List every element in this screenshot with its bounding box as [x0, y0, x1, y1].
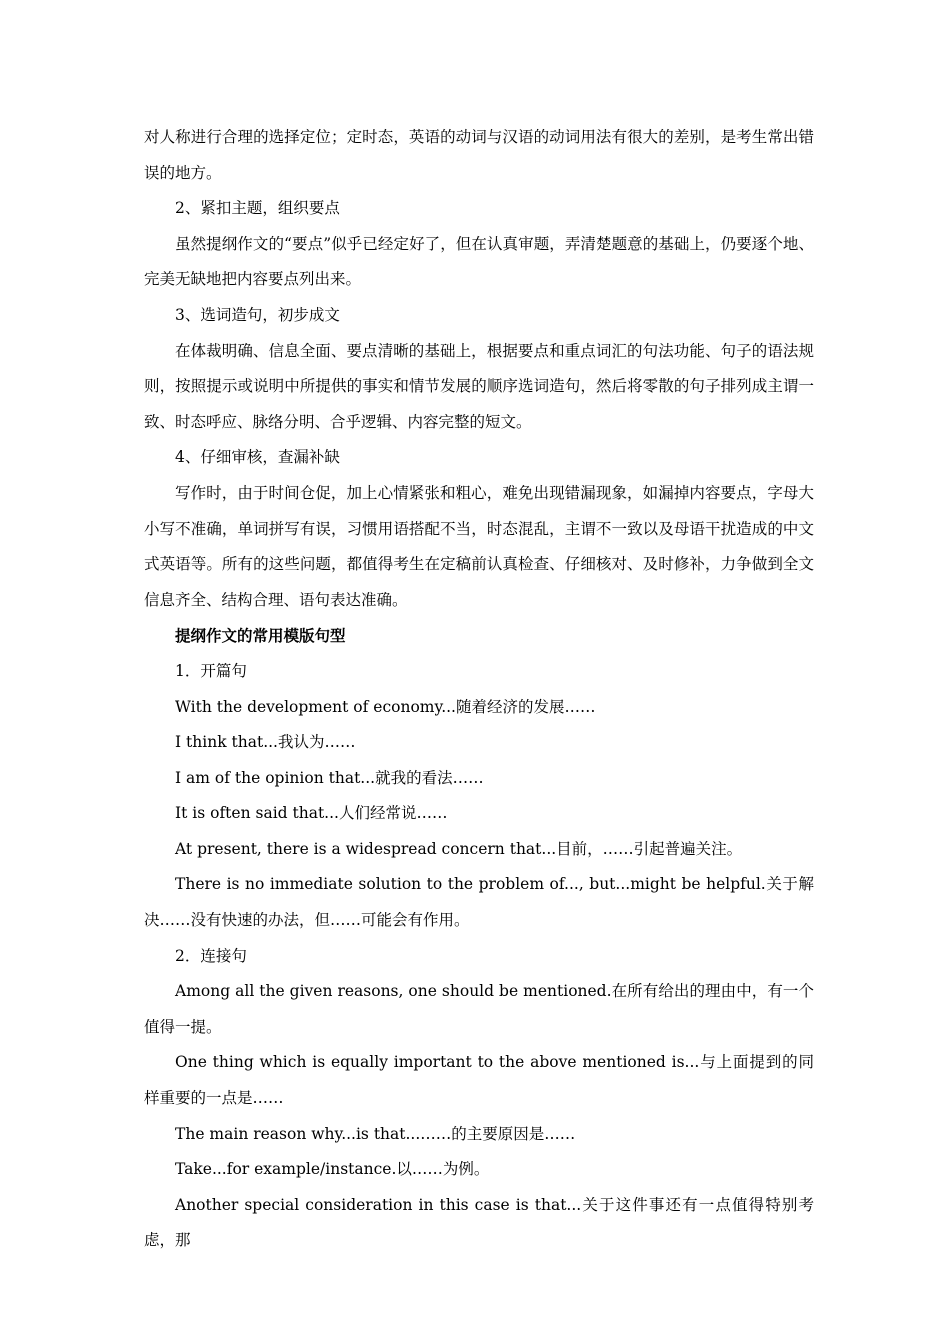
subheading-opening: 1．开篇句	[175, 661, 247, 680]
heading-3: 3、选词造句，初步成文	[175, 305, 340, 324]
template-sentence: Take...for example/instance.以……为例。	[175, 1160, 490, 1179]
paragraph-3: 在体裁明确、信息全面、要点清晰的基础上，根据要点和重点词汇的句法功能、句子的语法规则，按照提示或说明中所提供的事实和情节发展的顺序选词造句，然后将零散的句子排列成主谓一致、时态呼应、脉络分明、合乎逻辑、内容完整的短文。	[144, 341, 814, 431]
template-sentence: One thing which is equally important to the above mentioned is...与上面提到的同样重要的一点是……	[144, 1053, 814, 1108]
section-title: 提纲作文的常用模版句型	[175, 626, 346, 646]
paragraph-2: 虽然提纲作文的“要点”似乎已经定好了，但在认真审题，弄清楚题意的基础上，仍要逐个地、完美无缺地把内容要点列出来。	[144, 234, 814, 289]
template-sentence: It is often said that...人们经常说……	[175, 804, 448, 823]
template-sentence: With the development of economy...随着经济的发展……	[175, 697, 596, 716]
template-sentence: Another special consideration in this case is that...关于这件事还有一点值得特别考虑，那	[144, 1195, 814, 1250]
template-sentence: Among all the given reasons, one should be mentioned.在所有给出的理由中，有一个值得一提。	[144, 982, 814, 1036]
paragraph-4: 写作时，由于时间仓促，加上心情紧张和粗心，难免出现错漏现象，如漏掉内容要点，字母大小写不准确，单词拼写有误，习惯用语搭配不当，时态混乱，主谓不一致以及母语干扰造成的中文式英语等。所有的这些问题，都值得考生在定稿前认真检查、仔细核对、及时修补，力争做到全文信息齐全、结构合理、语句表达准确。	[144, 483, 814, 609]
heading-2: 2、紧扣主题，组织要点	[175, 199, 340, 218]
heading-4: 4、仔细审核，查漏补缺	[175, 448, 340, 467]
subheading-connecting: 2．连接句	[175, 946, 247, 965]
paragraph-1: 对人称进行合理的选择定位；定时态，英语的动词与汉语的动词用法有很大的差别，是考生常出错误的地方。	[144, 128, 814, 182]
template-sentence: I think that...我认为……	[175, 733, 356, 752]
template-sentence: The main reason why...is that...……的主要原因是……	[175, 1124, 576, 1143]
template-sentence: At present, there is a widespread concern that...目前，……引起普遍关注。	[175, 839, 743, 858]
template-sentence: I am of the opinion that...就我的看法……	[175, 768, 484, 787]
document-body	[144, 120, 814, 1259]
template-sentence: There is no immediate solution to the problem of..., but...might be helpful.关于解决……没有快速的办法，但……可能会有作用。	[144, 875, 814, 930]
